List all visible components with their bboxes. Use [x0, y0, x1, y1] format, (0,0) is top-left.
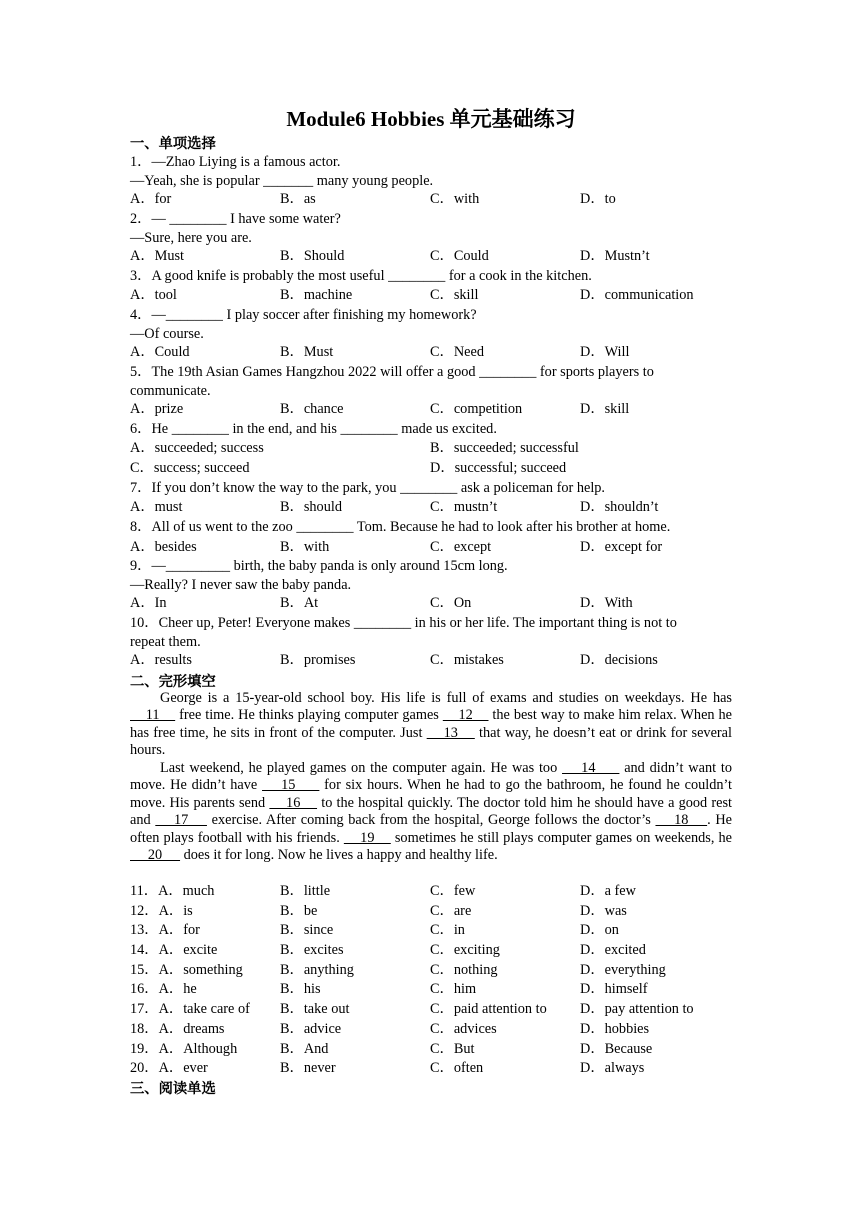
- cloze-blank-15: 15: [262, 777, 320, 794]
- question-4-option-b: B．Must: [280, 344, 334, 360]
- question-5-stem: 5．The 19th Asian Games Hangzhou 2022 will offer a good ________ for sports players to: [130, 364, 654, 380]
- question-9-stem: 9．—_________ birth, the baby panda is only around 15cm long.: [130, 558, 508, 574]
- question-9-option-d: D．With: [580, 595, 633, 611]
- question-7-option-b: B．should: [280, 499, 342, 515]
- question-3-option-a: A．tool: [130, 287, 177, 303]
- cloze-blank-20: 20: [130, 847, 181, 864]
- cloze-17-option-b: B．take out: [280, 1001, 350, 1017]
- question-6-stem: 6．He ________ in the end, and his ________ made us excited.: [130, 421, 497, 437]
- section-heading-2: 二、完形填空: [130, 674, 216, 690]
- question-10-stem: 10．Cheer up, Peter! Everyone makes ________ in his or her life. The important thing is not to: [130, 615, 677, 631]
- cloze-blank-12: 12: [442, 707, 489, 724]
- cloze-20-option-b: B．never: [280, 1060, 336, 1076]
- cloze-18-option-c: C．advices: [430, 1021, 497, 1037]
- cloze-13-option-b: B．since: [280, 922, 334, 938]
- question-5-stem-2: communicate.: [130, 383, 211, 399]
- cloze-16-option-b: B．his: [280, 981, 321, 997]
- question-9-stem-2: —Really? I never saw the baby panda.: [130, 577, 352, 593]
- question-5-option-d: D．skill: [580, 401, 630, 417]
- cloze-15-option-d: D．everything: [580, 962, 666, 978]
- question-8-option-c: C．except: [430, 539, 492, 555]
- question-1-stem-2: —Yeah, she is popular _______ many young people.: [130, 173, 434, 189]
- cloze-12-option-a: 12．A．is: [130, 903, 193, 919]
- cloze-17-option-a: 17．A．take care of: [130, 1001, 250, 1017]
- question-8-option-a: A．besides: [130, 539, 197, 555]
- cloze-19-option-d: D．Because: [580, 1041, 653, 1057]
- passage-text: George is a 15-year-old school boy. His life is full of exams and studies on weekdays. He has: [160, 690, 732, 706]
- question-3-option-b: B．machine: [280, 287, 353, 303]
- cloze-20-option-a: 20．A．ever: [130, 1060, 208, 1076]
- cloze-blank-13: 13: [426, 724, 475, 741]
- cloze-14-option-c: C．exciting: [430, 942, 500, 958]
- question-3-stem: 3．A good knife is probably the most useful ________ for a cook in the kitchen.: [130, 268, 592, 284]
- cloze-13-option-c: C．in: [430, 922, 465, 938]
- question-4-option-a: A．Could: [130, 344, 190, 360]
- section-heading-1: 一、单项选择: [130, 136, 216, 152]
- question-2-option-d: D．Mustn’t: [580, 248, 650, 264]
- question-1-option-c: C．with: [430, 191, 480, 207]
- cloze-12-option-c: C．are: [430, 903, 472, 919]
- passage-text: that way, he doesn’t eat or drink for several hours.: [130, 724, 732, 759]
- question-4-stem-2: —Of course.: [130, 326, 204, 342]
- question-2-option-c: C．Could: [430, 248, 489, 264]
- cloze-12-option-b: B．be: [280, 903, 318, 919]
- question-3-option-d: D．communication: [580, 287, 694, 303]
- question-5-option-c: C．competition: [430, 401, 523, 417]
- cloze-15-option-a: 15．A．something: [130, 962, 243, 978]
- passage-text: does it for long. Now he lives a happy and healthy life.: [180, 847, 498, 864]
- question-7-option-d: D．shouldn’t: [580, 499, 659, 515]
- question-6-option-a: A．succeeded; success: [130, 440, 264, 456]
- cloze-11-option-b: B．little: [280, 883, 331, 899]
- question-10-option-c: C．mistakes: [430, 652, 504, 668]
- question-2-stem: 2．— ________ I have some water?: [130, 211, 341, 227]
- question-5-option-b: B．chance: [280, 401, 344, 417]
- question-8-option-b: B．with: [280, 539, 330, 555]
- question-8-option-d: D．except for: [580, 539, 663, 555]
- cloze-12-option-d: D．was: [580, 903, 627, 919]
- cloze-11-option-c: C．few: [430, 883, 476, 899]
- question-2-option-a: A．Must: [130, 248, 185, 264]
- question-4-option-c: C．Need: [430, 344, 484, 360]
- question-4-option-d: D．Will: [580, 344, 630, 360]
- passage-text: free time. He thinks playing computer games: [175, 707, 443, 724]
- passage-text: for six hours. When he had to go the bathroom, he found he couldn’t move. His parents send: [130, 777, 733, 811]
- passage-text: to the hospital quickly. The doctor told him he should have a good rest and: [130, 794, 732, 829]
- cloze-14-option-d: D．excited: [580, 942, 646, 958]
- cloze-20-option-d: D．always: [580, 1060, 645, 1076]
- question-6-option-c: C．success; succeed: [130, 460, 250, 476]
- question-9-option-b: B．At: [280, 595, 319, 611]
- cloze-14-option-a: 14．A．excite: [130, 942, 218, 958]
- cloze-blank-16: 16: [269, 794, 318, 811]
- question-2-stem-2: —Sure, here you are.: [130, 230, 252, 246]
- question-10-stem-2: repeat them.: [130, 634, 201, 650]
- cloze-16-option-d: D．himself: [580, 981, 648, 997]
- question-10-option-a: A．results: [130, 652, 192, 668]
- cloze-19-option-a: 19．A．Although: [130, 1041, 238, 1057]
- passage-text: the best way to make him relax. When he has free time, he sits in front of the computer. Just: [130, 707, 732, 741]
- cloze-11-option-a: 11．A．much: [130, 883, 215, 899]
- cloze-20-option-c: C．often: [430, 1060, 484, 1076]
- cloze-19-option-c: C．But: [430, 1041, 475, 1057]
- cloze-19-option-b: B．And: [280, 1041, 329, 1057]
- cloze-18-option-b: B．advice: [280, 1021, 342, 1037]
- question-7-stem: 7．If you don’t know the way to the park, you ________ ask a policeman for help.: [130, 480, 606, 496]
- cloze-paragraph-2: [130, 760, 732, 864]
- cloze-15-option-b: B．anything: [280, 962, 354, 978]
- question-6-option-d: D．successful; succeed: [430, 460, 567, 476]
- passage-text: sometimes he still plays computer games on weekends, he: [390, 829, 732, 846]
- question-9-option-c: C．On: [430, 595, 472, 611]
- question-7-option-c: C．mustn’t: [430, 499, 498, 515]
- question-4-stem: 4．—________ I play soccer after finishing my homework?: [130, 307, 477, 323]
- cloze-14-option-b: B．excites: [280, 942, 344, 958]
- question-1-option-d: D．to: [580, 191, 616, 207]
- question-2-option-b: B．Should: [280, 248, 345, 264]
- cloze-17-option-c: C．paid attention to: [430, 1001, 547, 1017]
- page-title: Module6 Hobbies 单元基础练习: [286, 107, 576, 131]
- cloze-16-option-c: C．him: [430, 981, 477, 997]
- question-10-option-b: B．promises: [280, 652, 356, 668]
- question-5-option-a: A．prize: [130, 401, 184, 417]
- cloze-blank-14: 14: [562, 760, 620, 776]
- cloze-blank-11: 11: [130, 707, 176, 724]
- question-1-option-b: B．as: [280, 191, 316, 207]
- passage-text: and didn’t want to move. He didn’t have: [130, 760, 732, 794]
- cloze-13-option-a: 13．A．for: [130, 922, 200, 938]
- cloze-17-option-d: D．pay attention to: [580, 1001, 694, 1017]
- cloze-15-option-c: C．nothing: [430, 962, 498, 978]
- passage-text: . He often plays football with his friends.: [130, 812, 733, 846]
- question-6-option-b: B．succeeded; successful: [430, 440, 579, 456]
- cloze-blank-17: 17: [155, 812, 207, 829]
- cloze-blank-19: 19: [343, 829, 391, 846]
- cloze-paragraph-1: [130, 690, 732, 760]
- cloze-13-option-d: D．on: [580, 922, 619, 938]
- question-3-option-c: C．skill: [430, 287, 479, 303]
- section-heading-3: 三、阅读单选: [130, 1081, 216, 1097]
- question-10-option-d: D．decisions: [580, 652, 658, 668]
- question-9-option-a: A．In: [130, 595, 167, 611]
- passage-text: exercise. After coming back from the hospital, George follows the doctor’s: [206, 812, 656, 829]
- passage-text: Last weekend, he played games on the computer again. He was too: [160, 760, 563, 776]
- question-7-option-a: A．must: [130, 499, 183, 515]
- cloze-18-option-d: D．hobbies: [580, 1021, 650, 1037]
- question-1-option-a: A．for: [130, 191, 172, 207]
- cloze-18-option-a: 18．A．dreams: [130, 1021, 225, 1037]
- cloze-11-option-d: D．a few: [580, 883, 636, 899]
- cloze-16-option-a: 16．A．he: [130, 981, 197, 997]
- question-1-stem: 1．—Zhao Liying is a famous actor.: [130, 154, 341, 170]
- cloze-blank-18: 18: [655, 812, 708, 829]
- question-8-stem: 8．All of us went to the zoo ________ Tom. Because he had to look after his brother at home.: [130, 519, 671, 535]
